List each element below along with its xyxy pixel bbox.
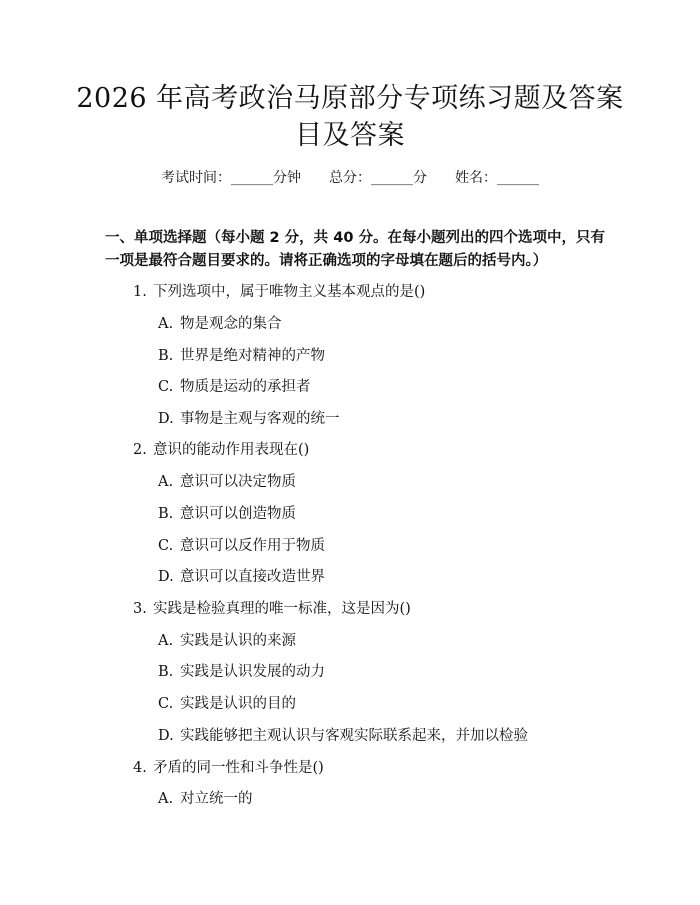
question-3-option-b [158, 662, 325, 682]
question-4 [133, 758, 324, 778]
section-heading: 一、单项选择题（每小题 2 分，共 40 分。在每小题列出的四个选项中，只有一项是最符合题目要求的。请将正确选项的字母填在题后的括号内。） [105, 230, 605, 269]
option-text: 物质是运动的承担者 [180, 379, 311, 395]
option-text: 意识可以直接改造世界 [180, 569, 325, 585]
option-letter: B. [158, 664, 174, 680]
exam-info-line [0, 168, 700, 188]
student-name-field: 姓名：______ [455, 170, 539, 186]
question-2-option-a [158, 472, 296, 492]
option-letter: B. [158, 348, 174, 364]
question-2 [133, 440, 309, 460]
question-text: 意识的能动作用表现在() [153, 442, 310, 458]
question-number: 4. [133, 760, 147, 776]
question-text: 矛盾的同一性和斗争性是() [153, 760, 324, 776]
option-text: 世界是绝对精神的产物 [180, 348, 325, 364]
page-title-continued: 目及答案 [295, 120, 405, 151]
question-2-option-b [158, 504, 296, 524]
option-letter: C. [158, 379, 174, 395]
question-1-option-d [158, 409, 340, 429]
option-text: 实践是认识发展的动力 [180, 664, 325, 680]
question-2-option-d [158, 567, 325, 587]
page-title: 2026 年高考政治马原部分专项练习题及答案 [76, 83, 624, 114]
option-letter: A. [158, 633, 174, 649]
question-3-option-c [158, 694, 296, 714]
question-1-option-b [158, 346, 325, 366]
question-1 [133, 282, 425, 302]
option-letter: D. [158, 411, 174, 427]
option-letter: D. [158, 569, 174, 585]
option-text: 对立统一的 [180, 791, 253, 807]
total-score-field: 总分：______分 [329, 170, 427, 186]
option-text: 意识可以决定物质 [180, 474, 296, 490]
option-text: 意识可以反作用于物质 [180, 538, 325, 554]
question-2-option-c [158, 536, 325, 556]
option-letter: A. [158, 316, 174, 332]
question-text: 下列选项中，属于唯物主义基本观点的是() [153, 284, 426, 300]
option-text: 物是观念的集合 [180, 316, 282, 332]
exam-time-field: 考试时间：______分钟 [161, 170, 301, 186]
option-letter: A. [158, 474, 174, 490]
question-3-option-a [158, 631, 296, 651]
question-text: 实践是检验真理的唯一标准，这是因为() [153, 601, 411, 617]
question-3 [133, 599, 411, 619]
option-text: 实践是认识的来源 [180, 633, 296, 649]
question-number: 1. [133, 284, 147, 300]
option-text: 事物是主观与客观的统一 [180, 411, 340, 427]
option-letter: C. [158, 538, 174, 554]
option-text: 实践能够把主观认识与客观实际联系起来，并加以检验 [180, 728, 528, 744]
option-text: 意识可以创造物质 [180, 506, 296, 522]
option-letter: A. [158, 791, 174, 807]
question-3-option-d [158, 726, 528, 746]
question-4-option-a [158, 789, 253, 809]
question-number: 2. [133, 442, 147, 458]
option-letter: C. [158, 696, 174, 712]
option-letter: B. [158, 506, 174, 522]
question-1-option-a [158, 314, 282, 334]
question-number: 3. [133, 601, 147, 617]
option-letter: D. [158, 728, 174, 744]
question-1-option-c [158, 377, 311, 397]
option-text: 实践是认识的目的 [180, 696, 296, 712]
